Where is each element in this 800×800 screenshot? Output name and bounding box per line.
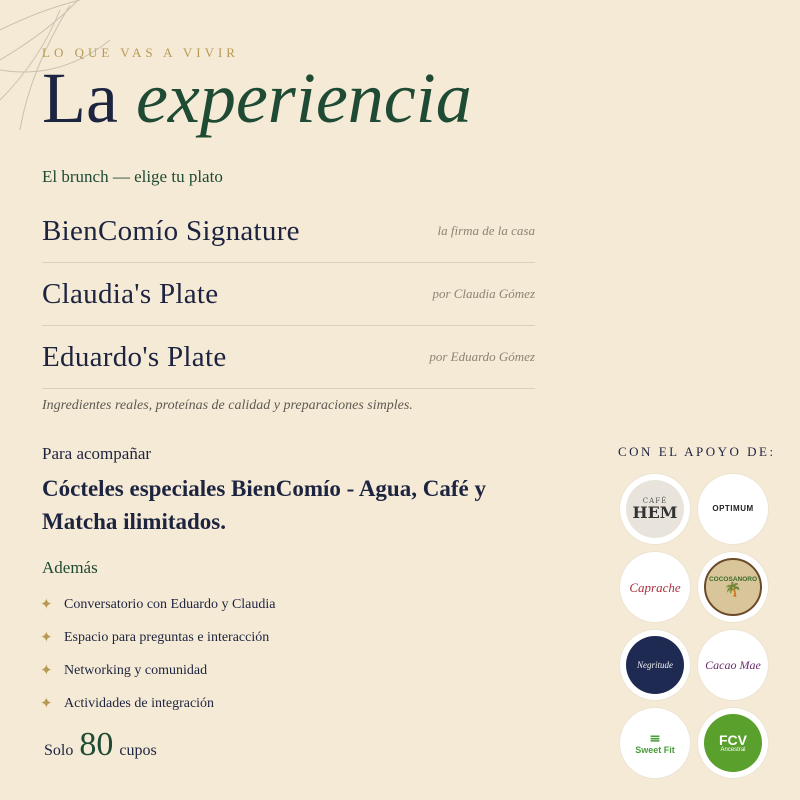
logo-text: Caprache xyxy=(629,579,681,595)
optimum-logo xyxy=(698,474,768,544)
star-icon: ✦ xyxy=(40,696,53,712)
star-icon: ✦ xyxy=(40,663,53,679)
extras-heading: Además xyxy=(42,558,98,577)
extras-list xyxy=(40,588,276,720)
logo-text: COCOSANORO xyxy=(708,575,758,583)
plate-item xyxy=(42,200,535,263)
title-italic: experiencia xyxy=(135,58,472,138)
list-item xyxy=(40,588,276,621)
logo-text: Negritude xyxy=(637,659,673,670)
ingredients-note: Ingredientes reales, proteínas de calidad y preparaciones simples. xyxy=(42,398,413,413)
logo-text: Cacao Mae xyxy=(705,658,761,672)
caprache-logo xyxy=(620,552,690,622)
capacity-number: 80 xyxy=(79,726,114,763)
extra-label: Networking y comunidad xyxy=(64,662,208,678)
section-eyebrow: LO QUE VAS A VIVIR xyxy=(42,45,239,60)
list-item xyxy=(40,687,276,720)
plate-name: Claudia's Plate xyxy=(42,277,219,310)
palm-tree-icon: 🌴 xyxy=(724,582,742,599)
logo-text: Ancestral xyxy=(720,747,746,753)
star-icon: ✦ xyxy=(40,630,53,646)
negritude-logo xyxy=(620,630,690,700)
plate-name: BienComío Signature xyxy=(42,214,300,247)
extra-label: Espacio para preguntas e interacción xyxy=(64,629,270,645)
star-icon: ✦ xyxy=(40,597,53,613)
extra-label: Actividades de integración xyxy=(64,695,215,711)
cocosanoro-logo xyxy=(698,552,768,622)
logo-text: HEM xyxy=(632,502,678,522)
list-item xyxy=(40,654,276,687)
accompany-heading: Para acompañar xyxy=(42,444,152,463)
plate-byline: por Claudia Gómez xyxy=(432,286,535,301)
page-title xyxy=(42,58,472,138)
accompany-text: Cócteles especiales BienComío - Agua, Café y Matcha ilimitados. xyxy=(42,476,486,534)
sponsor-logos xyxy=(620,474,770,778)
sweet-fit-mark-icon: ≡ xyxy=(649,730,661,747)
brunch-heading: El brunch — elige tu plato xyxy=(42,167,223,186)
sweet-fit-logo xyxy=(620,708,690,778)
cafe-hem-logo xyxy=(620,474,690,544)
logo-text: FCV xyxy=(719,732,747,748)
capacity-prefix: Solo xyxy=(44,742,74,759)
logo-text: OPTIMUM xyxy=(712,504,754,513)
list-item xyxy=(40,621,276,654)
plate-byline: la firma de la casa xyxy=(437,223,535,238)
plate-item xyxy=(42,326,535,389)
plate-item xyxy=(42,263,535,326)
title-plain: La xyxy=(42,58,118,138)
logo-text: CAFÉ xyxy=(642,496,668,505)
extra-label: Conversatorio con Eduardo y Claudia xyxy=(64,596,276,612)
capacity-line xyxy=(44,726,157,764)
fcv-logo xyxy=(698,708,768,778)
plate-byline: por Eduardo Gómez xyxy=(429,349,535,364)
plate-list xyxy=(42,200,535,389)
logo-text: Sweet Fit xyxy=(635,744,675,755)
sponsors-heading: CON EL APOYO DE: xyxy=(618,444,776,459)
plate-name: Eduardo's Plate xyxy=(42,340,227,373)
capacity-suffix: cupos xyxy=(119,742,157,759)
cacao-mae-logo xyxy=(698,630,768,700)
